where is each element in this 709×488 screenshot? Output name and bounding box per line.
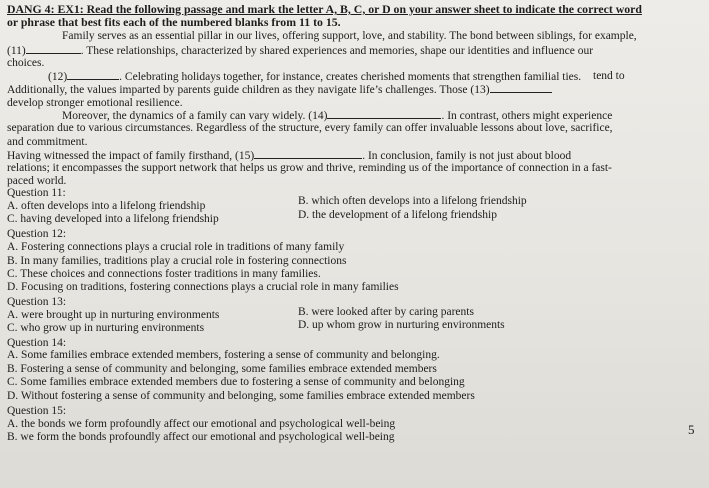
blank-15[interactable] (254, 149, 362, 159)
q11-option-c[interactable]: C. having developed into a lifelong friendship (7, 213, 219, 225)
q12-option-b[interactable]: B. In many families, traditions play a crucial role in fostering connections (7, 255, 347, 267)
passage-line-10 (7, 149, 571, 163)
passage-line-1: Family serves as an essential pillar in our lives, offering support, love, and stability. The bond between siblings, for example, (62, 30, 637, 42)
blank-11[interactable] (26, 44, 81, 54)
q14-option-c[interactable]: C. Some families embrace extended members due to fostering a sense of community and belonging (7, 376, 465, 388)
q12-option-a[interactable]: A. Fostering connections plays a crucial role in traditions of many family (7, 241, 345, 253)
question-15-label: Question 15: (7, 405, 67, 417)
blank-11-label: (11) (7, 45, 26, 57)
heading-text: DANG 4: EX1: Read the following passage and mark the letter A, B, C, or D on your answer sheet to indicate the correct word (7, 2, 642, 16)
passage-line-5-end: tend to (593, 70, 625, 82)
page-number: 5 (688, 422, 695, 437)
q14-option-d[interactable]: D. Without fostering a sense of community and belonging, some families embrace extended members (7, 390, 475, 402)
q13-option-d[interactable]: D. up whom grow in nurturing environments (298, 319, 505, 331)
passage-text: Moreover, the dynamics of a family can vary widely. (14) (62, 110, 328, 122)
q14-option-a[interactable]: A. Some families embrace extended members, fostering a sense of community and belonging. (7, 349, 440, 361)
question-12-label: Question 12: (7, 228, 67, 240)
passage-line-3: choices. (7, 57, 45, 69)
q13-option-c[interactable]: C. who grow up in nurturing environments (7, 322, 205, 334)
q13-option-b[interactable]: B. were looked after by caring parents (298, 306, 474, 318)
q14-option-b[interactable]: B. Fostering a sense of community and belonging, some families embrace extended members (7, 363, 437, 375)
blank-12-label: (12) (48, 71, 68, 83)
q11-option-a[interactable]: A. often develops into a lifelong friendship (7, 200, 206, 212)
question-11-label: Question 11: (7, 187, 66, 199)
exercise-heading-2: or phrase that best fits each of the numbered blanks from 11 to 15. (7, 15, 341, 29)
passage-text: . Celebrating holidays together, for instance, creates cherished moments that strengthen familial ties. (119, 71, 582, 83)
question-14-label: Question 14: (7, 337, 67, 349)
q11-option-b[interactable]: B. which often develops into a lifelong friendship (298, 195, 527, 207)
passage-line-5 (7, 83, 552, 97)
q12-option-c[interactable]: C. These choices and connections foster traditions in many families. (7, 268, 321, 280)
passage-text: Having witnessed the impact of family firsthand, (15) (7, 150, 255, 162)
passage-line-4 (48, 70, 581, 84)
passage-line-9: and commitment. (7, 136, 88, 148)
passage-line-12: paced world. (7, 175, 67, 187)
q15-option-a[interactable]: A. the bonds we form profoundly affect our emotional and psychological well-being (7, 418, 396, 430)
q15-option-b[interactable]: B. we form the bonds profoundly affect our emotional and psychological well-being (7, 431, 395, 443)
q13-option-a[interactable]: A. were brought up in nurturing environments (7, 309, 220, 321)
passage-text: . These relationships, characterized by shared experiences and memories, shape our identities and influence our (80, 45, 594, 57)
passage-text: . In conclusion, family is not just about blood (362, 150, 572, 162)
passage-line-6: develop stronger emotional resilience. (7, 97, 183, 109)
q11-option-d[interactable]: D. the development of a lifelong friendship (298, 209, 497, 221)
passage-line-8: separation due to various circumstances. Regardless of the structure, every family can offer invaluable lessons about love, sacrifice, (7, 122, 613, 134)
passage-text: . In contrast, others might experience (441, 110, 613, 122)
blank-14[interactable] (327, 109, 441, 119)
passage-line-2 (7, 44, 593, 58)
q12-option-d[interactable]: D. Focusing on traditions, fostering connections plays a crucial role in many families (7, 281, 399, 293)
passage-text: Additionally, the values imparted by parents guide children as they navigate life’s challenges. Those (13) (7, 84, 490, 96)
blank-12[interactable] (67, 70, 119, 80)
passage-line-7 (62, 109, 612, 123)
blank-13[interactable] (490, 83, 552, 93)
passage-line-11: relations; it encompasses the support network that helps us grow and thrive, reminding us of the importance of connection in a fast- (7, 162, 612, 174)
question-13-label: Question 13: (7, 296, 67, 308)
